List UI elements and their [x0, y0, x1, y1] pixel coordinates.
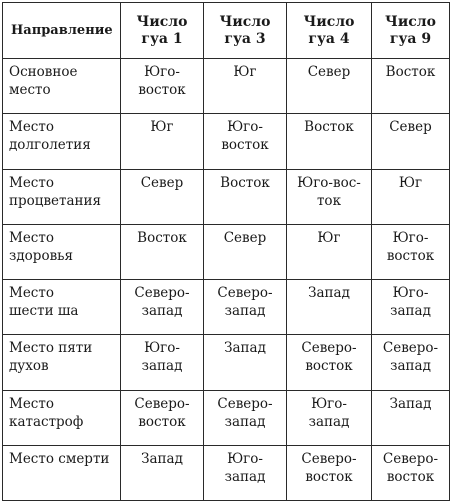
cell-text: запад	[224, 413, 266, 430]
header-gua-1	[121, 3, 204, 59]
cell-text: Восток	[385, 64, 436, 80]
header-text: Число	[385, 13, 436, 30]
table-cell	[372, 114, 450, 169]
header-text: гуа 3	[224, 30, 266, 47]
cell-text: Восток	[304, 119, 354, 136]
cell-text: Северо-	[134, 285, 190, 301]
cell-text: Место	[9, 174, 54, 191]
gua-directions-table	[2, 2, 450, 501]
cell-text: Место смерти	[9, 450, 110, 467]
table-cell	[372, 280, 450, 335]
table-row	[3, 59, 450, 114]
cell-text: Юго-	[227, 450, 263, 467]
table-cell	[287, 224, 372, 279]
cell-text: Север	[389, 119, 432, 136]
header-gua-4	[287, 3, 372, 59]
table-cell	[121, 390, 204, 445]
table-cell	[287, 335, 372, 390]
cell-text: Запад	[389, 395, 432, 412]
cell-text: духов	[9, 358, 49, 375]
cell-text: запад	[224, 303, 266, 319]
table-cell	[121, 114, 204, 169]
row-label	[3, 280, 121, 335]
cell-text: Место	[9, 229, 54, 246]
header-text: Число	[219, 13, 271, 30]
table-cell	[204, 390, 287, 445]
cell-text: Северо-	[301, 340, 357, 357]
table-cell	[372, 59, 450, 114]
header-text: Число	[303, 13, 355, 30]
cell-text: восток	[305, 468, 353, 485]
cell-text: процветания	[9, 192, 102, 209]
header-direction-text: Направление	[11, 23, 113, 38]
cell-text: Место пяти	[9, 340, 93, 357]
cell-text: Северо-	[217, 395, 273, 412]
table-row	[3, 390, 450, 445]
cell-text: Юг	[317, 229, 341, 246]
table-row	[3, 445, 450, 500]
table-cell	[372, 390, 450, 445]
cell-text: запад	[390, 303, 431, 319]
table-cell	[372, 224, 450, 279]
table-cell	[287, 390, 372, 445]
row-label	[3, 390, 121, 445]
cell-text: Место	[9, 395, 54, 412]
table-row	[3, 169, 450, 224]
cell-text: Северо-	[301, 450, 357, 467]
cell-text: Северо-	[217, 285, 273, 301]
table-cell	[204, 59, 287, 114]
cell-text: Север	[223, 229, 267, 246]
table-cell	[204, 224, 287, 279]
cell-text: здоровья	[9, 247, 74, 264]
row-label	[3, 169, 121, 224]
table-cell	[121, 445, 204, 500]
cell-text: Основное	[9, 64, 78, 80]
cell-text: Место	[9, 119, 54, 136]
cell-text: Север	[140, 174, 184, 191]
table-cell	[287, 280, 372, 335]
cell-text: Место	[9, 285, 54, 301]
table-cell	[204, 114, 287, 169]
cell-text: Юг	[233, 64, 257, 80]
cell-text: Юго-	[227, 119, 263, 136]
cell-text: Запад	[224, 340, 266, 357]
table-cell	[287, 59, 372, 114]
cell-text: Запад	[141, 450, 183, 467]
table-row	[3, 224, 450, 279]
cell-text: запад	[141, 358, 183, 375]
cell-text: запад	[308, 413, 350, 430]
cell-text: запад	[141, 303, 183, 319]
cell-text: Восток	[220, 174, 270, 191]
table-cell	[372, 445, 450, 500]
row-label	[3, 114, 121, 169]
table-cell	[287, 114, 372, 169]
cell-text: Юго-	[392, 285, 429, 301]
cell-text: запад	[390, 358, 431, 375]
table-header-row	[3, 3, 450, 59]
cell-text: Северо-	[134, 395, 190, 412]
table-cell	[121, 280, 204, 335]
header-gua-3	[204, 3, 287, 59]
cell-text: шести ша	[9, 303, 79, 319]
table-cell	[204, 169, 287, 224]
cell-text: восток	[386, 247, 435, 264]
cell-text: Юго-	[311, 395, 347, 412]
table-cell	[204, 280, 287, 335]
cell-text: Юго-	[392, 229, 429, 246]
row-label	[3, 445, 121, 500]
cell-text: место	[9, 82, 51, 98]
cell-text: Юго-	[144, 64, 180, 80]
table-row	[3, 114, 450, 169]
cell-text: катастроф	[9, 413, 84, 430]
cell-text: восток	[305, 358, 353, 375]
row-label	[3, 59, 121, 114]
cell-text: ток	[316, 192, 342, 209]
table-cell	[372, 335, 450, 390]
header-text: Число	[136, 13, 188, 30]
cell-text: восток	[138, 413, 186, 430]
cell-text: запад	[224, 468, 266, 485]
header-text: гуа 4	[308, 30, 350, 47]
table-cell	[204, 445, 287, 500]
row-label	[3, 224, 121, 279]
table-cell	[121, 59, 204, 114]
cell-text: Юг	[150, 119, 174, 136]
table-cell	[121, 169, 204, 224]
table-row	[3, 280, 450, 335]
cell-text: Запад	[308, 285, 350, 301]
cell-text: долголетия	[9, 137, 91, 154]
cell-text: Восток	[137, 229, 187, 246]
cell-text: Юг	[398, 174, 423, 191]
cell-text: восток	[221, 137, 269, 154]
header-gua-9	[372, 3, 450, 59]
table-cell	[287, 445, 372, 500]
table-cell	[121, 335, 204, 390]
cell-text: Северо-	[382, 450, 439, 467]
table-cell	[204, 335, 287, 390]
table-cell	[372, 169, 450, 224]
header-text: гуа 9	[389, 30, 432, 47]
header-text: гуа 1	[141, 30, 183, 47]
cell-text: Юго-	[144, 340, 180, 357]
table-cell	[287, 169, 372, 224]
cell-text: Юго-вос-	[297, 174, 361, 191]
header-direction	[3, 3, 121, 59]
cell-text: Северо-	[382, 340, 439, 357]
table-row	[3, 335, 450, 390]
cell-text: восток	[386, 468, 435, 485]
cell-text: Север	[307, 64, 351, 80]
row-label	[3, 335, 121, 390]
table-cell	[121, 224, 204, 279]
cell-text: восток	[138, 82, 186, 98]
